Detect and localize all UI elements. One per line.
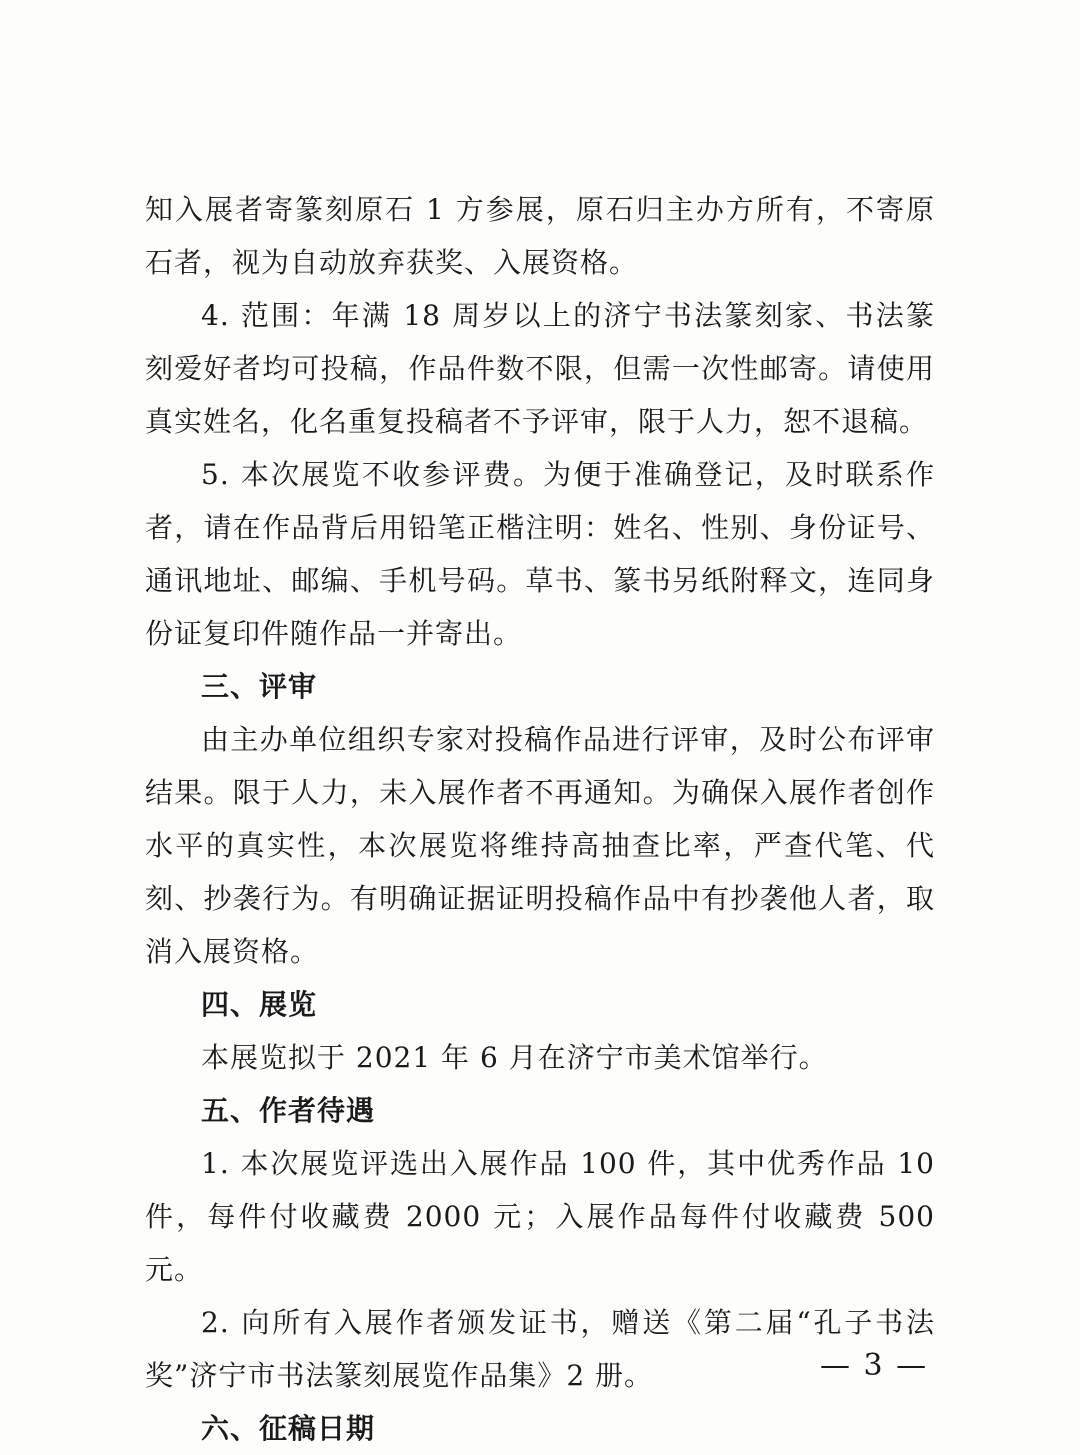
- paragraph-review: 由主办单位组织专家对投稿作品进行评审，及时公布评审结果。限于人力，未入展作者不再通知。为确保入展作者创作水平的真实性，本次展览将维持高抽查比率，严查代笔、代刻、抄袭行为。有明确证据证明投稿作品中有抄袭他人者，取消入展资格。: [145, 723, 935, 968]
- paragraph-scope: 4. 范围：年满 18 周岁以上的济宁书法篆刻家、书法篆刻爱好者均可投稿，作品件数不限，但需一次性邮寄。请使用真实姓名，化名重复投稿者不予评审，限于人力，恕不退稿。: [145, 299, 935, 438]
- paragraph-benefit-certificate: 2. 向所有入展作者颁发证书，赠送《第二届“孔子书法奖”济宁市书法篆刻展览作品集》2 册。: [145, 1306, 935, 1392]
- paragraph-fees-registration: 5. 本次展览不收参评费。为便于准确登记，及时联系作者，请在作品背后用铅笔正楷注明：姓名、性别、身份证号、通讯地址、邮编、手机号码。草书、篆书另纸附释文，连同身份证复印件随作品一并寄出。: [145, 458, 935, 650]
- page-number: — 3 —: [820, 1348, 929, 1383]
- paragraph-exhibition: 本展览拟于 2021 年 6 月在济宁市美术馆举行。: [201, 1041, 828, 1074]
- paragraph-original-stone: 知入展者寄篆刻原石 1 方参展，原石归主办方所有，不寄原石者，视为自动放弃获奖、入展资格。: [145, 193, 935, 279]
- section-heading-author-benefits: 五、作者待遇: [201, 1094, 376, 1127]
- paragraph-benefit-collection-fee: 1. 本次展览评选出入展作品 100 件，其中优秀作品 10 件，每件付收藏费 2000 元；入展作品每件付收藏费 500 元。: [145, 1147, 935, 1286]
- section-heading-submission-dates: 六、征稿日期: [201, 1412, 376, 1445]
- section-heading-exhibition: 四、展览: [201, 988, 318, 1021]
- document-body: [145, 183, 935, 1455]
- section-heading-review: 三、评审: [201, 670, 318, 703]
